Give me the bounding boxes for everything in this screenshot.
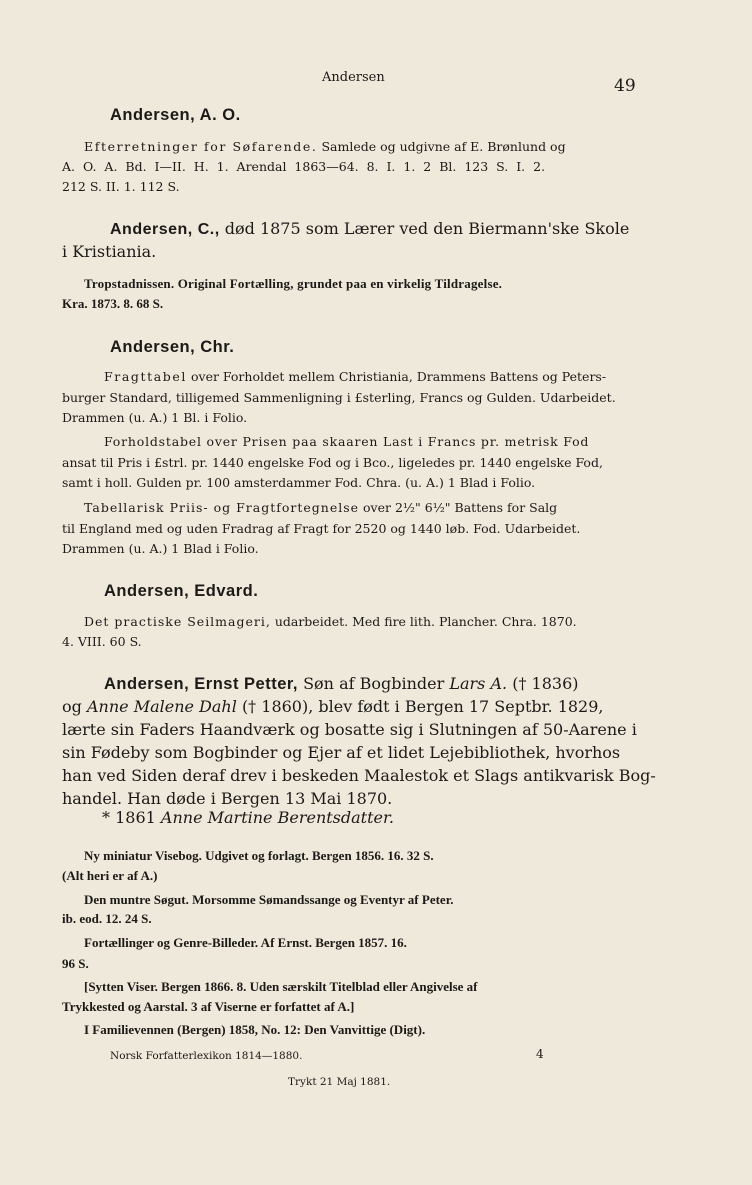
work-title: Forholdstabel over Prisen paa skaaren Last i Francs pr. metrisk Fod bbox=[104, 434, 590, 449]
page-number: 49 bbox=[614, 76, 636, 96]
bio-person: Anne Malene Dahl bbox=[86, 697, 237, 716]
entry-text bbox=[84, 614, 577, 629]
entry-heading-line bbox=[104, 674, 579, 694]
work-text: [Sytten Viser. Bergen 1866. 8. Uden særskilt Titelblad eller Angivelse af bbox=[84, 979, 478, 994]
bio-text: sin Fødeby som Bogbinder og Ejer af et lidet Lejebibliothek, hvorhos bbox=[62, 743, 621, 762]
work-text: Trykkested og Aarstal. 3 af Viserne er forfattet af A.] bbox=[62, 999, 355, 1014]
bio-text: og bbox=[62, 697, 82, 716]
work-text: A. O. A. Bd. I—II. H. 1. Arendal 1863—64. 8. I. 1. 2 Bl. 123 S. I. 2. bbox=[62, 159, 546, 174]
work-text: Ny miniatur Visebog. Udgivet og forlagt. Bergen 1856. 16. 32 S. bbox=[84, 848, 434, 863]
work-text: Den muntre Søgut. Morsomme Sømandssange og Eventyr af Peter. bbox=[84, 892, 454, 907]
bio-text: Søn af Bogbinder bbox=[303, 674, 445, 693]
bio-text: lærte sin Faders Haandværk og bosatte sig i Slutningen af 50-Aarene i bbox=[62, 720, 637, 739]
bio-text: († 1860), blev født i Bergen 17 Septbr. 1829, bbox=[241, 697, 604, 716]
entry-heading-chr: Andersen, Chr. bbox=[110, 338, 235, 356]
running-title: Andersen bbox=[322, 70, 385, 85]
footer-signature: 4 bbox=[536, 1047, 544, 1061]
work-title: Efterretninger for Søfarende. bbox=[84, 139, 318, 154]
work-text: Tropstadnissen. Original Fortælling, grundet paa en virkelig Tildragelse. bbox=[84, 276, 503, 291]
footer-series: Norsk Forfatterlexikon 1814—1880. bbox=[110, 1050, 303, 1062]
work-text: samt i holl. Gulden pr. 100 amsterdammer Fod. Chra. (u. A.) 1 Blad i Folio. bbox=[62, 475, 536, 490]
work-text: ansat til Pris i £strl. pr. 1440 engelske Fod og i Bco., ligeledes pr. 1440 engelske Fod, bbox=[62, 455, 603, 470]
entry-text bbox=[104, 369, 606, 384]
bio-text: død 1875 som Lærer ved den Biermann'ske Skole bbox=[224, 219, 630, 238]
work-text: over 2½" 6½" Battens for Salg bbox=[363, 500, 558, 515]
entry-heading-a-o: Andersen, A. O. bbox=[110, 106, 241, 124]
bio-person: Lars A. bbox=[449, 674, 508, 693]
marriage-line bbox=[102, 808, 394, 827]
work-text: Kra. 1873. 8. 68 S. bbox=[62, 296, 164, 311]
entry-heading-ernst: Andersen, Ernst Petter, bbox=[104, 675, 298, 693]
work-text: Fortællinger og Genre-Billeder. Af Ernst. Bergen 1857. 16. bbox=[84, 935, 407, 950]
bio-person: Anne Martine Berentsdatter. bbox=[160, 808, 394, 827]
footer-printed: Trykt 21 Maj 1881. bbox=[288, 1076, 391, 1088]
entry-heading-edvard: Andersen, Edvard. bbox=[104, 582, 259, 600]
work-text: Samlede og udgivne af E. Brønlund og bbox=[321, 139, 566, 154]
work-title: Tabellarisk Priis- og Fragtfortegnelse bbox=[84, 500, 360, 515]
entry-text bbox=[84, 500, 557, 515]
work-title: Fragttabel bbox=[104, 369, 187, 384]
bio-text: * 1861 bbox=[102, 808, 156, 827]
bio-text: handel. Han døde i Bergen 13 Mai 1870. bbox=[62, 789, 393, 808]
bio-text: han ved Siden deraf drev i beskeden Maalestok et Slags antikvarisk Bog- bbox=[62, 766, 656, 785]
work-text: 4. VIII. 60 S. bbox=[62, 634, 142, 649]
work-text: I Familievennen (Bergen) 1858, No. 12: Den Vanvittige (Digt). bbox=[84, 1022, 426, 1037]
entry-text bbox=[84, 139, 566, 154]
bio-text: († 1836) bbox=[512, 674, 579, 693]
work-text: ib. eod. 12. 24 S. bbox=[62, 911, 152, 926]
work-text: til England med og uden Fradrag af Fragt for 2520 og 1440 løb. Fod. Udarbeidet. bbox=[62, 521, 581, 536]
work-title: Det practiske Seilmageri, bbox=[84, 614, 271, 629]
entry-heading-line bbox=[110, 219, 629, 239]
work-text: over Forholdet mellem Christiania, Drammens Battens og Peters- bbox=[190, 369, 607, 384]
bio-text: i Kristiania. bbox=[62, 242, 157, 261]
work-text: burger Standard, tilligemed Sammenligning i £sterling, Francs og Gulden. Udarbeidet. bbox=[62, 390, 616, 405]
bio-line bbox=[62, 697, 604, 716]
work-text: 212 S. II. 1. 112 S. bbox=[62, 179, 180, 194]
work-text: (Alt heri er af A.) bbox=[62, 868, 158, 883]
work-text: Drammen (u. A.) 1 Bl. i Folio. bbox=[62, 410, 248, 425]
work-text: 96 S. bbox=[62, 956, 89, 971]
entry-heading-c: Andersen, C., bbox=[110, 221, 220, 238]
work-text: udarbeidet. Med fire lith. Plancher. Chra. 1870. bbox=[274, 614, 577, 629]
work-text: Drammen (u. A.) 1 Blad i Folio. bbox=[62, 541, 259, 556]
